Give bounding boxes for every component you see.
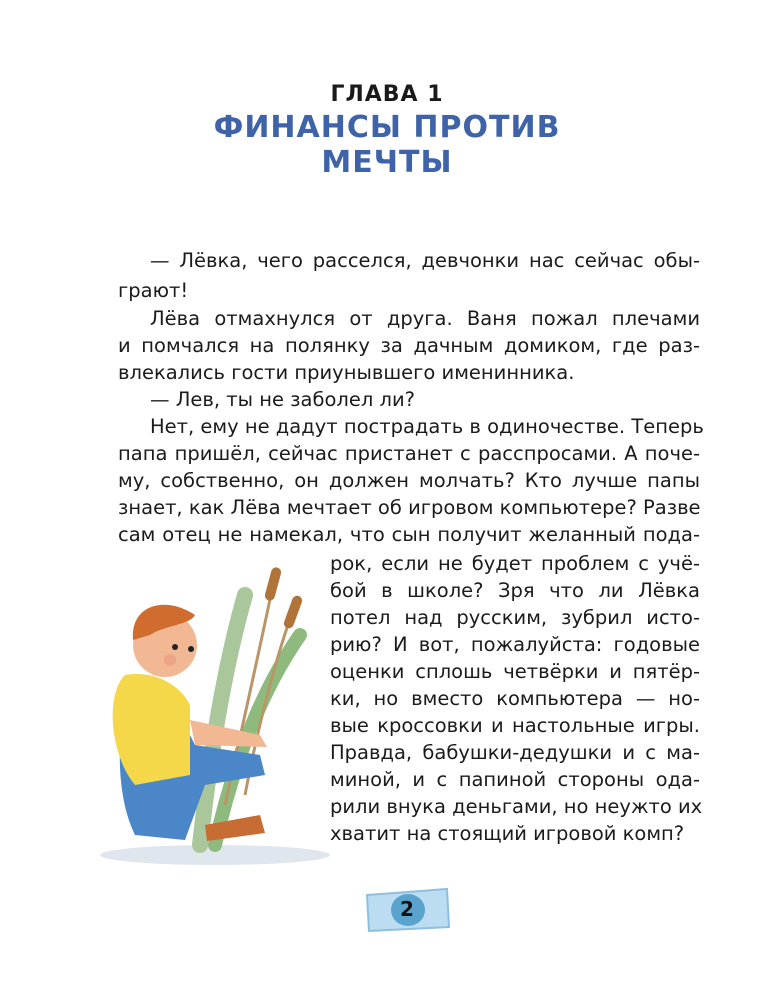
text-line: оценки сплошь четвёрки и пятёр- [330, 660, 700, 683]
text-line: сам отец не намекал, что сын получит желанный пода- [118, 523, 700, 546]
chapter-title-line-2: МЕЧТЫ [321, 145, 453, 180]
text-line: хватит на стоящий игровой комп? [330, 822, 685, 845]
text-line: грают! [118, 279, 189, 302]
chapter-title-line-1: ФИНАНСЫ ПРОТИВ [213, 110, 561, 145]
page-number: 2 [400, 897, 414, 921]
text-line: — Лёвка, чего расселся, девчонки нас сейчас обы- [150, 249, 700, 272]
text-line: папа пришёл, сейчас пристанет с расспросами. А поче- [118, 442, 700, 465]
text-line: потел над русским, зубрил исто- [330, 606, 700, 629]
text-line: знает, как Лёва мечтает об игровом компьютере? Разве [118, 496, 701, 519]
text-line: бой в школе? Зря что ли Лёвка [330, 579, 700, 602]
boy-with-cattails-illustration [95, 555, 335, 875]
chapter-label: ГЛАВА 1 [330, 82, 444, 107]
text-line: му, собственно, он должен молчать? Кто лучше папы [118, 469, 700, 492]
text-line: Лёва отмахнулся от друга. Ваня пожал плечами [150, 307, 700, 330]
text-line: ки, но вместо компьютера — но- [330, 687, 700, 710]
text-line: — Лев, ты не заболел ли? [150, 388, 416, 411]
text-line: влекались гости приунывшего именинника. [118, 361, 575, 384]
text-line: Нет, ему не дадут пострадать в одиночестве. Теперь [150, 415, 704, 438]
text-line: рили внука деньгами, но неужто их [330, 795, 703, 818]
text-line: рию? И вот, пожалуйста: годовые [330, 633, 700, 656]
text-line: рок, если не будет проблем с учё- [330, 552, 700, 575]
text-line: вые кроссовки и настольные игры. [330, 714, 700, 737]
text-line: миной, и с папиной стороны ода- [330, 768, 700, 791]
text-line: Правда, бабушки-дедушки и с ма- [330, 741, 700, 764]
text-line: и помчался на полянку за дачным домиком, где раз- [118, 334, 700, 357]
